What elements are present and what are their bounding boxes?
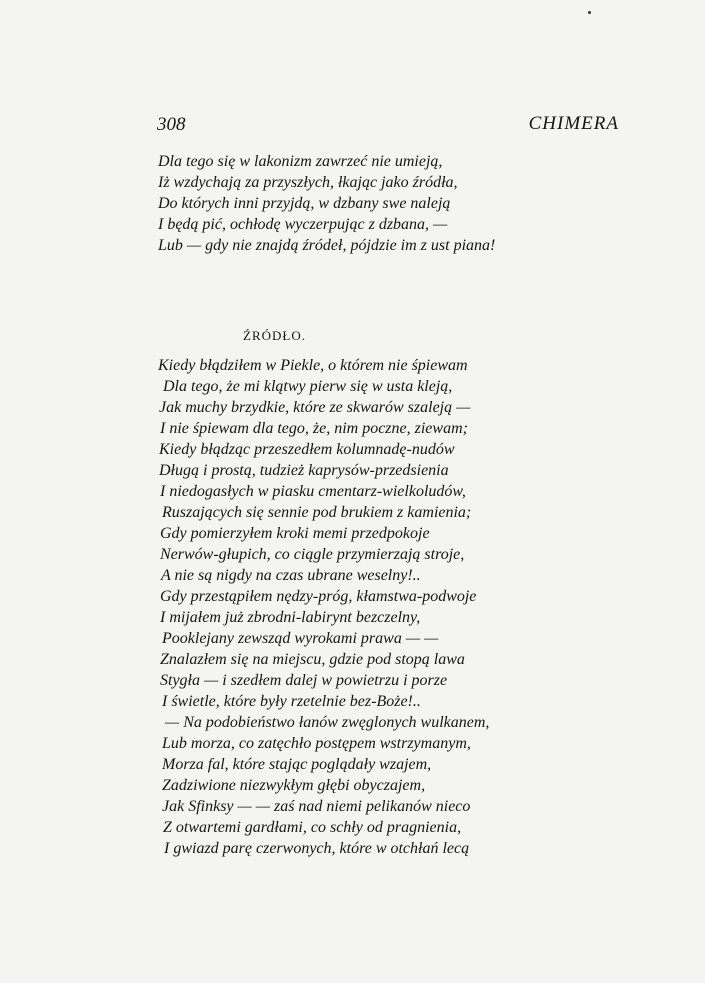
poem-line: Gdy przestąpiłem nędzy-próg, kłamstwa-podwoje	[160, 588, 477, 605]
section-title: ŹRÓDŁO.	[243, 328, 306, 343]
poem-line: I niedogasłych w piasku cmentarz-wielkoludów,	[160, 483, 466, 500]
poem-line: I mijałem już zbrodni-labirynt bezczelny,	[160, 609, 421, 626]
poem-line: A nie są nigdy na czas ubrane weselny!..	[161, 567, 421, 584]
stanza-line: Dla tego się w lakonizm zawrzeć nie umieją,	[158, 153, 443, 170]
poem-line: Z otwartemi gardłami, co schły od pragnienia,	[163, 819, 462, 836]
poem-line: I gwiazd parę czerwonych, które w otchłań lecą	[164, 840, 470, 857]
poem-line: Stygła — i szedłem dalej w powietrzu i porze	[160, 672, 448, 689]
stanza-line: I będą pić, ochłodę wyczerpując z dzbana, —	[158, 216, 448, 233]
poem-line: Nerwów-głupich, co ciągle przymierzają stroje,	[160, 546, 465, 563]
poem-line: Jak muchy brzydkie, które ze skwarów szaleją —	[159, 399, 471, 416]
poem-line: Morza fal, które stając poglądały wzajem,	[162, 756, 432, 773]
poem-line: Znalazłem się na miejscu, gdzie pod stopą lawa	[160, 651, 465, 668]
poem-line: Kiedy błądziłem w Piekle, o którem nie śpiewam	[158, 357, 468, 374]
poem-line: Lub morza, co zatęchło postępem wstrzymanym,	[162, 735, 471, 752]
poem-line: I nie śpiewam dla tego, że, nim poczne, ziewam;	[160, 420, 468, 437]
stanza-line: Do których inni przyjdą, w dzbany swe naleją	[158, 195, 451, 212]
poem-line: Ruszających się sennie pod brukiem z kamienia;	[162, 504, 472, 521]
poem-line: Dla tego, że mi klątwy pierw się w usta kleją,	[163, 378, 453, 395]
stanza-line: Iż wzdychają za przyszłych, łkając jako źródła,	[158, 174, 458, 191]
poem-line: Gdy pomierzyłem kroki memi przedpokoje	[160, 525, 430, 542]
poem-line: Jak Sfinksy — — zaś nad niemi pelikanów nieco	[162, 798, 471, 815]
poem-line: Pooklejany zewsząd wyrokami prawa — —	[162, 630, 439, 647]
poem-line: I świetle, które były rzetelnie bez-Boże!..	[162, 693, 421, 710]
poem-line: Długą i prostą, tudzież kaprysów-przedsienia	[159, 462, 449, 479]
running-head: CHIMERA	[528, 113, 619, 134]
page-number: 308	[157, 114, 186, 135]
poem-line: Kiedy błądząc przeszedłem kolumnadę-nudów	[159, 441, 455, 458]
poem-line: Zadziwione niezwykłym głębi obyczajem,	[162, 777, 426, 794]
page-speck	[588, 11, 591, 14]
stanza-line: Lub — gdy nie znajdą źródeł, pójdzie im z ust piana!	[158, 237, 496, 254]
poem-line: — Na podobieństwo łanów zwęglonych wulkanem,	[165, 714, 490, 731]
